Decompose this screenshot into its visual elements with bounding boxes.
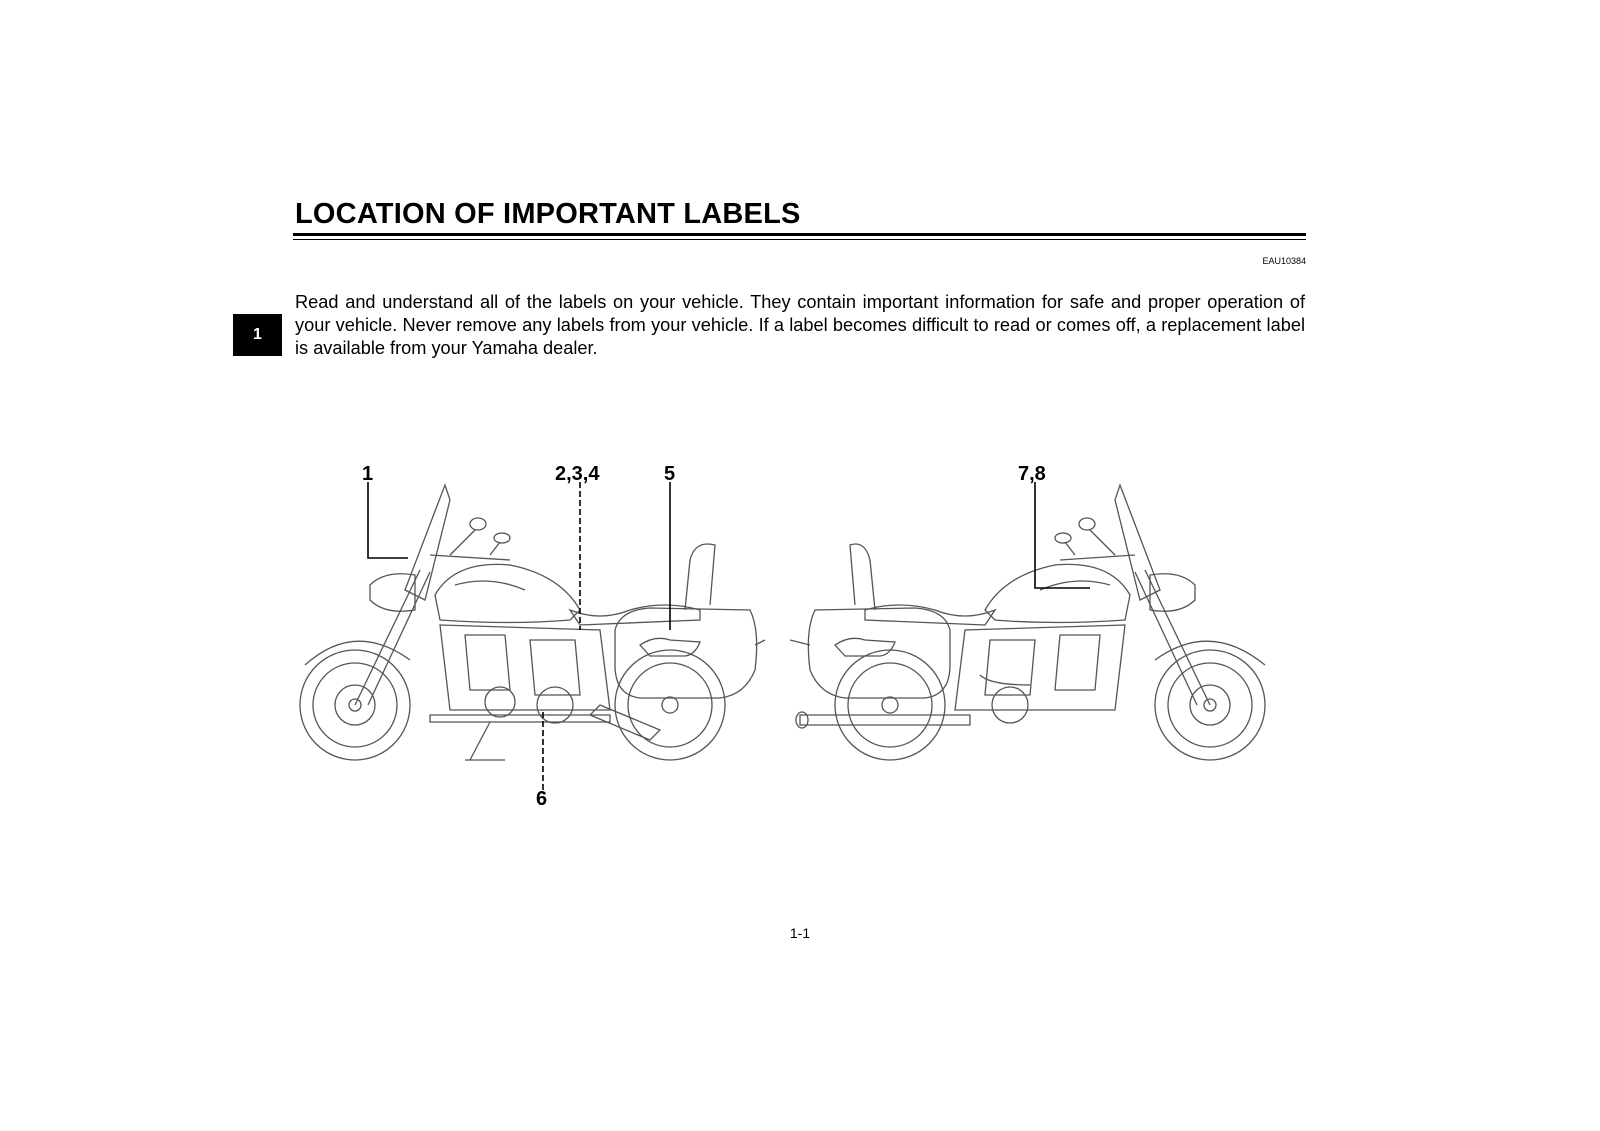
chapter-tab: 1 (233, 314, 282, 356)
motorcycle-left-side (300, 485, 765, 760)
motorcycles-illustration (290, 460, 1320, 830)
callout-6: 6 (536, 788, 548, 810)
callout-7-8: 7,8 (1018, 463, 1046, 485)
intro-paragraph: Read and understand all of the labels on your vehicle. They contain important information for safe and proper operation of your vehicle. Never remove any labels from your vehicle. If a label becomes difficult to read or comes off, a replacement label is available from your Yamaha dealer. (295, 292, 1305, 358)
callout-5: 5 (664, 463, 676, 485)
title-rule-thin (293, 239, 1306, 240)
callout-2-3-4: 2,3,4 (555, 463, 600, 485)
callout-1: 1 (362, 463, 374, 485)
page-title: LOCATION OF IMPORTANT LABELS (295, 198, 801, 230)
document-code: EAU10384 (1262, 256, 1306, 266)
callout-leaders (368, 482, 1090, 790)
page-number: 1-1 (789, 925, 811, 941)
title-rule (293, 233, 1306, 236)
label-location-figure (290, 460, 1320, 830)
motorcycle-right-side (790, 485, 1265, 760)
